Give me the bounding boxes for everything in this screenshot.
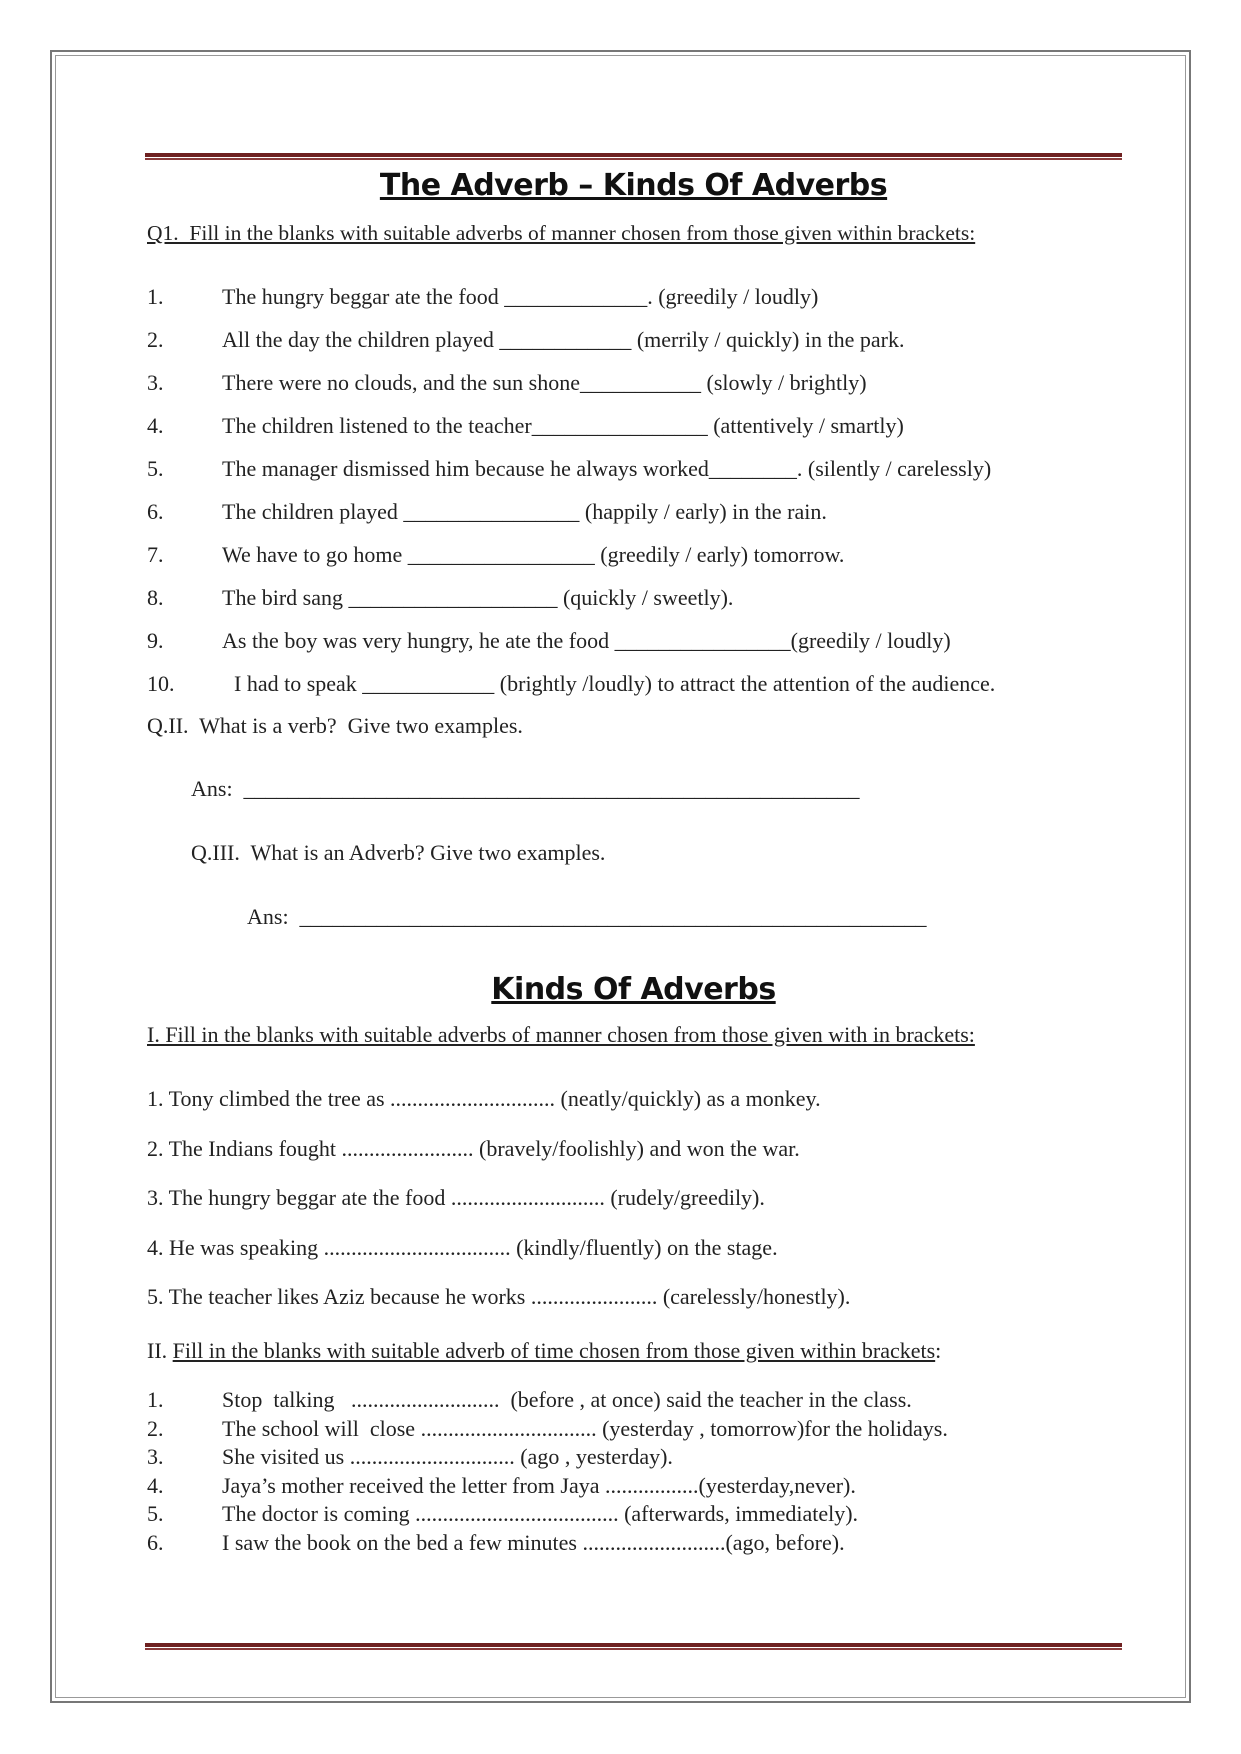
item-number: 7. [147,542,164,567]
q2-answer-line: Ans: ________________________________________________________ [191,776,860,801]
section2-suffix: : [935,1338,942,1363]
item-number: 3. [147,370,164,395]
question-item: The children listened to the teacher________________ (attentively / smartly) [222,413,904,438]
section1-instruction: I. Fill in the blanks with suitable adverbs of manner chosen from those given with in brackets: [147,1022,975,1047]
item-number: 4. [147,1472,164,1498]
question-item: As the boy was very hungry, he ate the food ________________(greedily / loudly) [222,628,951,653]
section2-prefix: II. [147,1338,173,1363]
item-number: 10. [147,671,175,696]
question-item: The manager dismissed him because he always worked________. (silently / carelessly) [222,456,992,481]
item-number: 8. [147,585,164,610]
question-item: 4. He was speaking .................................. (kindly/fluently) on the stage. [147,1234,778,1260]
question-item: 2. The Indians fought ........................ (bravely/foolishly) and won the war. [147,1135,800,1161]
bottom-divider [145,1643,1122,1650]
question-item: The school will close ................................ (yesterday , tomorrow)for the holidays. [222,1415,948,1441]
question-item: All the day the children played ____________ (merrily / quickly) in the park. [222,327,905,352]
question-item: 5. The teacher likes Aziz because he works ....................... (carelessly/honestly). [147,1284,851,1309]
question-item: Jaya’s mother received the letter from Jaya .................(yesterday,never). [222,1472,856,1498]
question-item: Stop talking ........................... (before , at once) said the teacher in the class. [222,1387,912,1412]
question-item: There were no clouds, and the sun shone___________ (slowly / brightly) [222,370,867,395]
item-number: 5. [147,456,164,481]
question-item: 3. The hungry beggar ate the food ............................ (rudely/greedily). [147,1185,765,1210]
question-item: The children played ________________ (happily / early) in the rain. [222,499,827,524]
top-divider [145,153,1122,160]
q2-question: Q.II. What is a verb? Give two examples. [147,713,523,738]
question-item: I had to speak ____________ (brightly /loudly) to attract the attention of the audience. [234,671,996,696]
question-item: We have to go home _________________ (greedily / early) tomorrow. [222,542,845,567]
question-item: The hungry beggar ate the food _____________. (greedily / loudly) [222,284,819,309]
section2-instruction [147,1340,941,1362]
q1-instruction: Q1. Fill in the blanks with suitable adverbs of manner chosen from those given within brackets: [147,221,976,245]
q3-answer-line: Ans: _________________________________________________________ [247,904,927,929]
q3-question: Q.III. What is an Adverb? Give two examples. [191,840,606,865]
item-number: 2. [147,1415,164,1441]
item-number: 1. [147,1387,164,1412]
section-title: Kinds Of Adverbs [491,972,776,1007]
item-number: 4. [147,413,164,438]
item-number: 6. [147,499,164,524]
item-number: 1. [147,284,164,309]
question-item: The bird sang ___________________ (quickly / sweetly). [222,585,734,610]
page-title: The Adverb – Kinds Of Adverbs [379,168,888,203]
question-item: I saw the book on the bed a few minutes ..........................(ago, before). [222,1529,845,1555]
item-number: 5. [147,1501,164,1526]
item-number: 6. [147,1529,164,1555]
section2-instruction-text: Fill in the blanks with suitable adverb of time chosen from those given within brackets [172,1338,936,1363]
item-number: 2. [147,327,164,352]
question-item: The doctor is coming ..................................... (afterwards, immediately). [222,1501,859,1526]
item-number: 9. [147,628,164,653]
question-item: 1. Tony climbed the tree as .............................. (neatly/quickly) as a monkey. [147,1086,821,1111]
question-item: She visited us .............................. (ago , yesterday). [222,1444,673,1469]
item-number: 3. [147,1444,164,1469]
